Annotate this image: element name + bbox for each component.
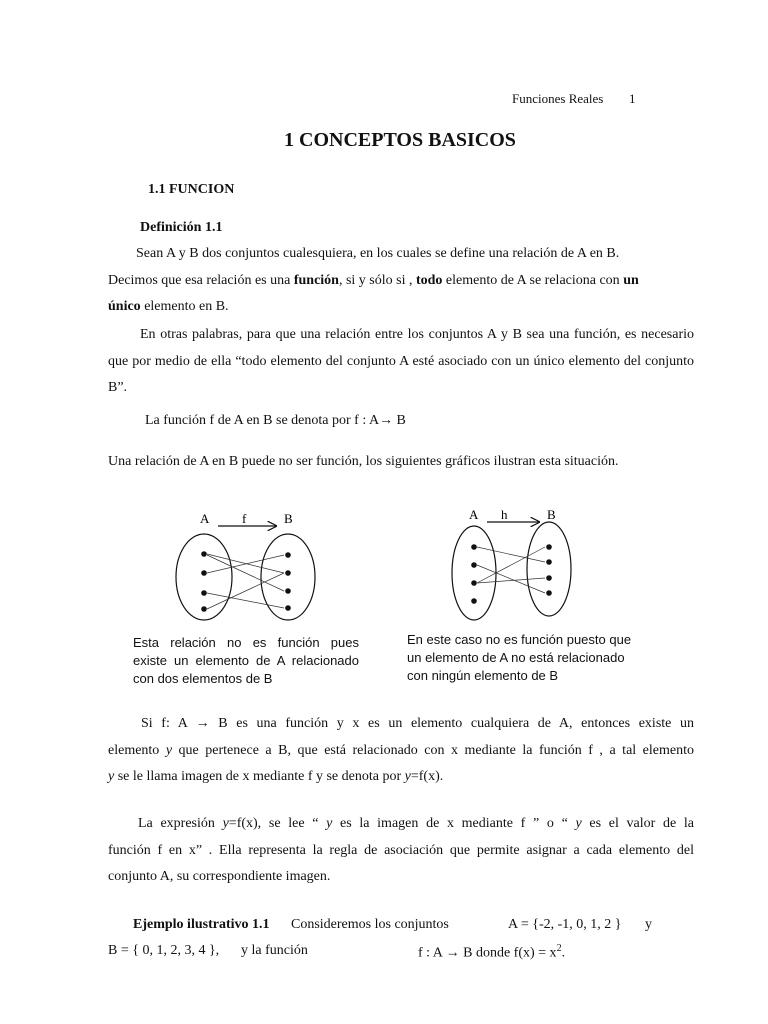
figure-left-diagram — [160, 505, 340, 637]
relation-intro: Una relación de A en B puede no ser función, los siguientes gráficos ilustran esta situación. — [108, 454, 619, 469]
expression-line-2: función f en x” . Ella representa la regla de asociación que permite asignar a cada elemento del — [108, 842, 694, 858]
example-conjunction: y — [645, 917, 652, 932]
set-a-points — [201, 551, 207, 612]
figure-right-caption: En este caso no es función puesto que un elemento de A no está relacionado con ningún elemento de B — [407, 632, 632, 683]
image-paragraph — [108, 711, 694, 791]
paragraph-other-words: En otras palabras, para que una relación entre los conjuntos A y B sea una función, es necesario que por medio de ella “todo elemento del conjunto A esté asociado con un único elemento del conjunto B”. — [108, 327, 694, 395]
example-line-1-text: Consideremos los conjuntos — [291, 917, 449, 932]
chapter-title: 1 CONCEPTOS BASICOS — [284, 129, 516, 151]
expression-line-3: conjunto A, su correspondiente imagen. — [108, 869, 331, 884]
relation-arrows-left — [207, 554, 284, 609]
set-a-label: A — [469, 507, 479, 522]
set-b-label: B — [547, 507, 556, 522]
figure-right-diagram — [440, 500, 590, 630]
figure-left-caption: Esta relación no es función pues existe un elemento de A relacionado con dos elementos de B — [133, 635, 359, 686]
notation-line: La función f de A en B se denota por f : A→ B — [145, 413, 406, 428]
example-heading: Ejemplo ilustrativo 1.1 — [133, 917, 270, 932]
function-h-label: h — [501, 507, 508, 522]
definition-heading: Definición 1.1 — [140, 220, 223, 235]
example-function-def: f : A → B donde $f(x) = x^2$. — [418, 943, 566, 961]
set-b-points — [546, 544, 552, 596]
image-paragraph-line-2: elemento y que pertenece a B, que está relacionado con x mediante la función f , a tal elemento — [108, 742, 694, 758]
set-b-ellipse — [527, 522, 571, 616]
definition-line-1: Sean A y B dos conjuntos cualesquiera, en los cuales se define una relación de A en B. — [136, 246, 620, 261]
set-b-label: B — [284, 511, 293, 526]
definition-line-3: único elemento en B. — [108, 299, 229, 314]
set-a-label: A — [200, 511, 210, 526]
example-line-2-text: y la función — [241, 943, 308, 958]
set-a-points — [471, 544, 477, 604]
set-b-points — [285, 552, 291, 611]
example-set-b: B = { 0, 1, 2, 3, 4 }, — [108, 943, 220, 958]
image-paragraph-line-1: Si f: A → B es una función y x es un elemento cualquiera de A, entonces existe un — [141, 716, 694, 731]
definition-paragraph — [108, 241, 694, 321]
running-header-title: Funciones Reales — [512, 91, 604, 106]
example-set-a: A = {-2, -1, 0, 1, 2 } — [508, 917, 622, 932]
function-f-label: f — [242, 511, 247, 526]
expression-line-1: La expresión y=f(x), se lee “ y es la imagen de x mediante f ” o “ y es el valor de la — [138, 816, 695, 831]
set-a-ellipse — [452, 526, 496, 620]
image-paragraph-line-3: y se le llama imagen de x mediante f y se denota por y=f(x). — [108, 769, 444, 784]
definition-line-2: Decimos que esa relación es una función, si y sólo si , todo elemento de A se relaciona con un — [108, 272, 639, 288]
expression-paragraph — [108, 811, 694, 891]
page-number: 1 — [629, 91, 636, 106]
section-title: 1.1 FUNCION — [148, 182, 235, 197]
relation-arrows-right — [477, 547, 545, 593]
